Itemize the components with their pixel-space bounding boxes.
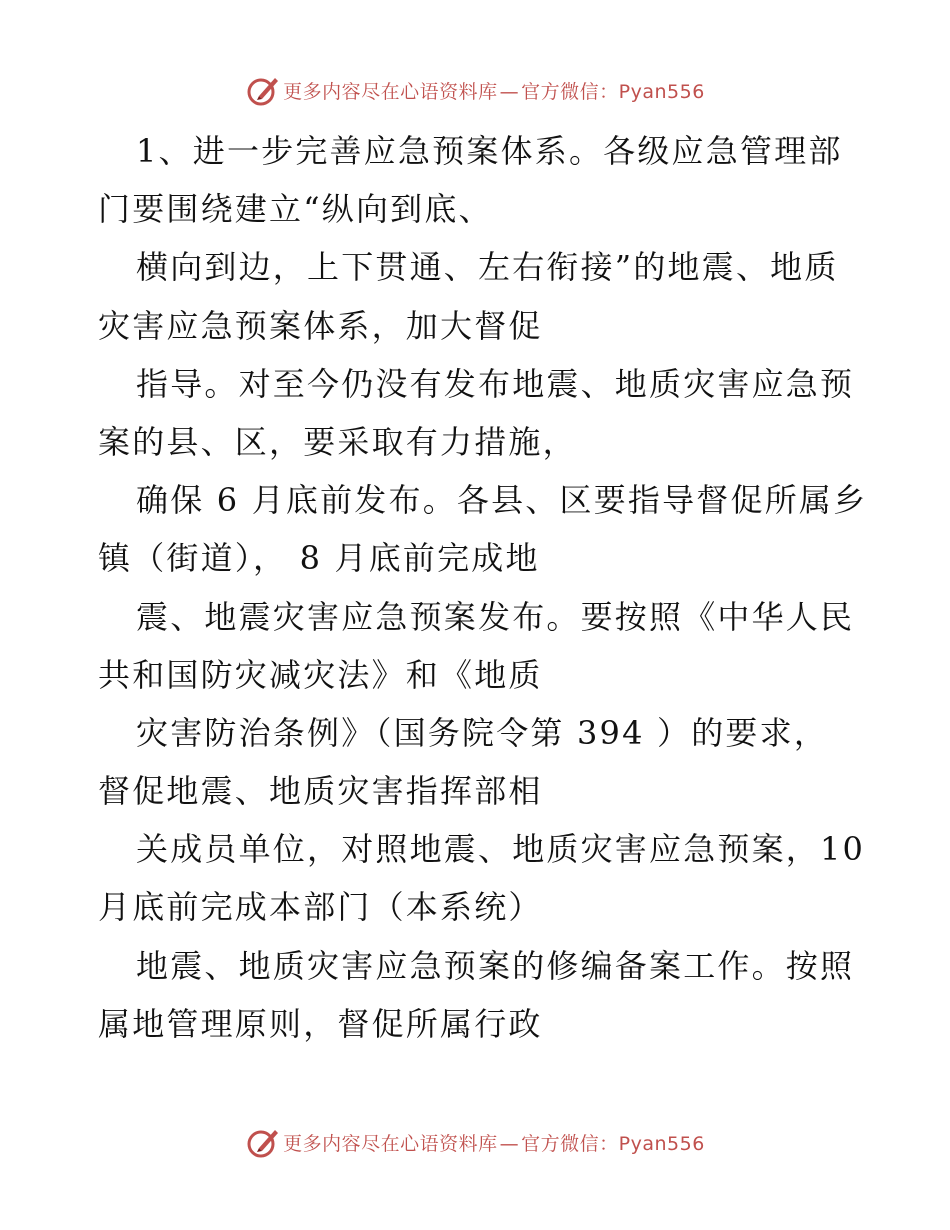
watermark-wechat-text: 官方微信：Pyan556 — [521, 1132, 705, 1155]
paragraph-line: 月底前完成本部门（本系统） — [98, 888, 543, 927]
paragraph-line: 督促地震、地质灾害指挥部相 — [98, 772, 543, 811]
paragraph-line: 1、进一步完善应急预案体系。各级应急管理部 — [136, 132, 843, 170]
header-watermark — [0, 72, 950, 108]
paragraph-line: 镇（街道）， 8 月底前完成地 — [98, 539, 540, 578]
paragraph-line: 灾害应急预案体系，加大督促 — [98, 306, 543, 345]
paragraph-line: 地震、地质灾害应急预案的修编备案工作。按照 — [136, 946, 855, 985]
paragraph-line: 共和国防灾减灾法》和《地质 — [98, 655, 543, 694]
watermark-text — [283, 77, 705, 104]
document-body — [98, 122, 868, 1053]
paragraph-line: 震、地震灾害应急预案发布。要按照《中华人民 — [136, 597, 855, 636]
watermark-text — [283, 1129, 705, 1156]
paragraph-line: 属地管理原则，督促所属行政 — [98, 1004, 543, 1043]
watermark-main-text: 更多内容尽在心语资料库 — [283, 1132, 498, 1155]
watermark-wechat-text: 官方微信：Pyan556 — [521, 80, 705, 103]
watermark-main-text: 更多内容尽在心语资料库 — [283, 80, 498, 103]
watermark-dash: — — [499, 1132, 520, 1155]
paragraph-line: 门要围绕建立“纵向到底、 — [98, 190, 493, 229]
paragraph-line: 关成员单位，对照地震、地质灾害应急预案，10 — [136, 830, 866, 869]
quill-logo-icon — [245, 72, 281, 108]
footer-watermark — [0, 1124, 950, 1160]
paragraph-line: 确保 6 月底前发布。各县、区要指导督促所属乡 — [136, 481, 868, 520]
quill-logo-icon — [245, 1124, 281, 1160]
paragraph-line: 指导。对至今仍没有发布地震、地质灾害应急预 — [136, 364, 855, 403]
paragraph-line: 案的县、区，要采取有力措施， — [98, 422, 577, 461]
watermark-dash: — — [499, 80, 520, 103]
paragraph-line: 灾害防治条例》（国务院令第 394 ）的要求， — [136, 713, 829, 752]
paragraph-line: 横向到边，上下贯通、左右衔接”的地震、地质 — [136, 248, 839, 287]
